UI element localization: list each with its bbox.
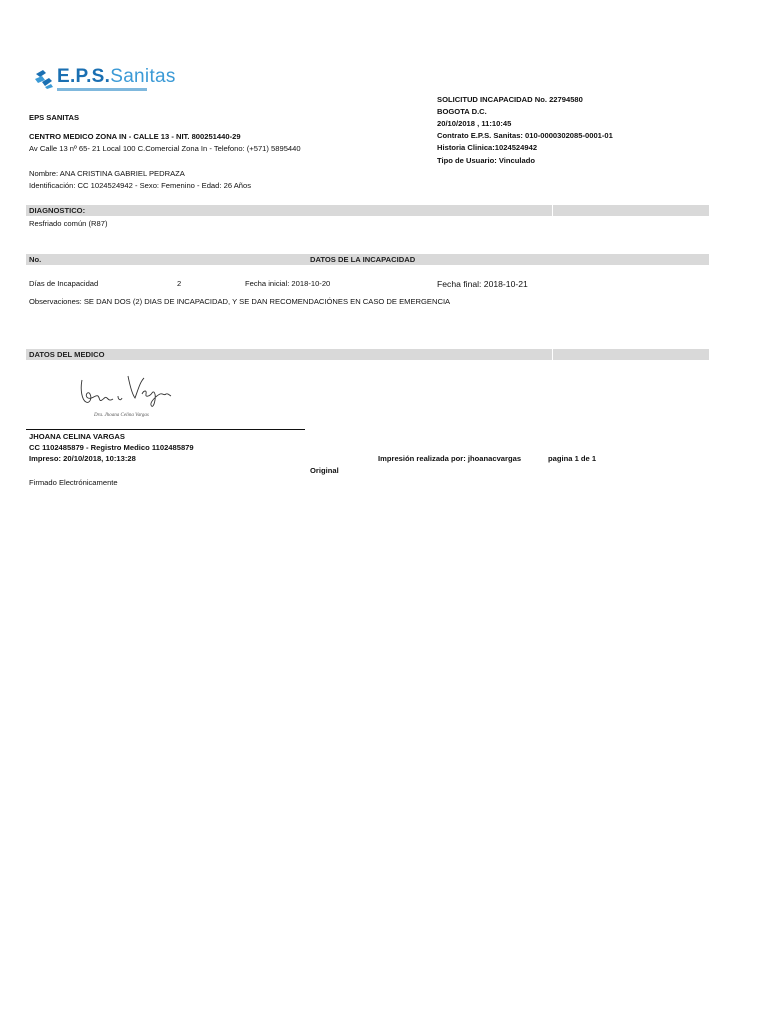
incapacity-observations: Observaciones: SE DAN DOS (2) DIAS DE INCAPACIDAD, Y SE DAN RECOMENDACIÓNES EN CASO DE EMERGENCIA bbox=[29, 297, 451, 306]
medical-center: CENTRO MEDICO ZONA IN - CALLE 13 - NIT. 800251440-29 bbox=[29, 132, 241, 141]
diagnosis-value: Resfriado común (R87) bbox=[29, 219, 108, 228]
patient-name: Nombre: ANA CRISTINA GABRIEL PEDRAZA bbox=[29, 169, 185, 178]
print-datetime: Impreso: 20/10/2018, 10:13:28 bbox=[29, 454, 136, 463]
original-label: Original bbox=[310, 466, 339, 475]
incapacity-number-header: No. bbox=[29, 255, 42, 264]
contract-number: Contrato E.P.S. Sanitas: 010-0000302085-0001-01 bbox=[437, 131, 613, 140]
doctor-title: DATOS DEL MEDICO bbox=[29, 350, 105, 359]
entity-name: EPS SANITAS bbox=[29, 113, 80, 122]
incapacity-title: DATOS DE LA INCAPACIDAD bbox=[310, 255, 416, 264]
incapacity-section-bar bbox=[26, 254, 709, 265]
signature-line bbox=[26, 429, 305, 430]
sanitas-cross-icon bbox=[33, 68, 55, 90]
diagnosis-title: DIAGNOSTICO: bbox=[29, 206, 86, 215]
clinical-history: Historia Clinica:1024524942 bbox=[437, 143, 538, 152]
incapacity-end-date: Fecha final: 2018-10-21 bbox=[437, 279, 528, 289]
doctor-section-bar bbox=[26, 349, 709, 360]
request-number: SOLICITUD INCAPACIDAD No. 22794580 bbox=[437, 95, 583, 104]
incapacity-days-label: Días de Incapacidad bbox=[29, 279, 99, 288]
printed-by: Impresión realizada por: jhoanacvargas bbox=[378, 454, 522, 463]
request-datetime: 20/10/2018 , 11:10:45 bbox=[437, 119, 512, 128]
doctor-registry: CC 1102485879 - Registro Medico 1102485879 bbox=[29, 443, 194, 452]
center-address: Av Calle 13 nº 65- 21 Local 100 C.Comercial Zona In - Telefono: (+571) 5895440 bbox=[29, 144, 301, 153]
incapacity-start-date: Fecha inicial: 2018-10-20 bbox=[245, 279, 331, 288]
patient-identification: Identificación: CC 1024524942 - Sexo: Femenino - Edad: 26 Años bbox=[29, 181, 252, 190]
logo-tagline bbox=[57, 88, 147, 91]
user-type: Tipo de Usuario: Vinculado bbox=[437, 156, 536, 165]
doctor-name: JHOANA CELINA VARGAS bbox=[29, 432, 125, 441]
logo-wordmark: E.P.S.Sanitas bbox=[57, 66, 176, 87]
page-indicator: pagina 1 de 1 bbox=[548, 454, 597, 463]
signed-electronically: Firmado Electrónicamente bbox=[29, 478, 118, 487]
city: BOGOTA D.C. bbox=[437, 107, 487, 116]
handwritten-signature bbox=[72, 372, 182, 420]
diagnosis-section-bar bbox=[26, 205, 709, 216]
incapacity-days-value: 2 bbox=[177, 279, 182, 288]
svg-text:Dra. Jhoana Celina Vargas: Dra. Jhoana Celina Vargas bbox=[94, 413, 149, 418]
eps-sanitas-logo bbox=[33, 66, 183, 96]
